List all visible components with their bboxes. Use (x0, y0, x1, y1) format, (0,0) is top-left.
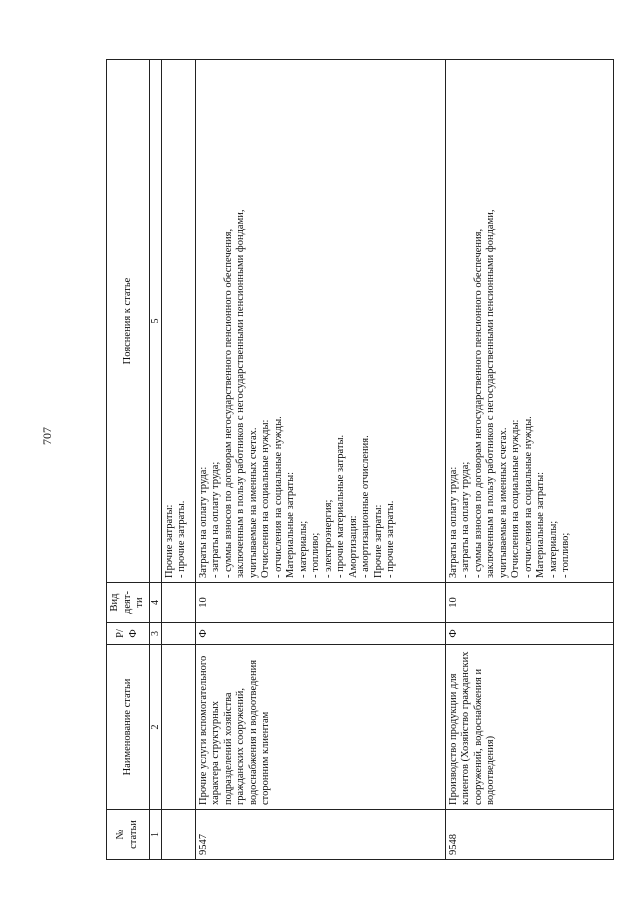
article-rf (161, 623, 195, 645)
explanation-line: - топливо; (310, 532, 321, 578)
explanation-line: - суммы взносов по договорам негосударственного пенсионного обеспечения, (222, 228, 234, 578)
article-activity: 10 (195, 583, 445, 623)
article-activity: 10 (445, 583, 613, 623)
explanation-line: - отчисления на социальные нужды. (522, 416, 534, 578)
explanation-line: Затраты на оплату труда: (197, 466, 209, 578)
article-number (161, 810, 195, 860)
table-row (445, 60, 613, 860)
explanation-line: Прочие затраты: (163, 504, 175, 578)
index-cell: 1 (149, 810, 161, 860)
explanation-line: Амортизация: (347, 515, 359, 578)
table-row (195, 60, 445, 860)
explanation-line: - прочие затраты. (176, 500, 187, 578)
index-cell: 5 (149, 60, 161, 583)
explanation-line: - отчисления на социальные нужды. (272, 416, 284, 578)
explanation-line: Материальные затраты: (535, 471, 546, 578)
document-sheet (106, 60, 596, 860)
article-name: Прочие услуги вспомогательного характера структурных подразделений хозяйства гражданских сооружений, водоснабжения и водоотведения сторонним клиентам (195, 645, 445, 810)
explanation-line: - амортизационные отчисления. (360, 435, 371, 578)
article-number: 9547 (195, 810, 445, 860)
explanation-line: - материалы; (297, 520, 309, 578)
explanation-line: Прочие затраты: (372, 504, 384, 578)
explanation-line: заключенным в пользу работников с негосударственными пенсионными фондами, (485, 209, 496, 578)
article-rf: Ф (445, 623, 613, 645)
explanation-line: - затраты на оплату труда; (460, 461, 471, 578)
index-cell: 4 (149, 583, 161, 623)
explanation-line: учитываемые на именных счетах. (247, 427, 259, 578)
explanation-line: - прочие затраты. (385, 500, 396, 578)
header-activity-type: Вид деят-ти (107, 583, 150, 623)
table-row (161, 60, 195, 860)
explanation-line: заключенным в пользу работников с негосударственными пенсионными фондами, (235, 209, 246, 578)
explanation-line: Затраты на оплату труда: (447, 466, 459, 578)
page-number: 707 (40, 427, 54, 445)
article-explanation (445, 60, 613, 583)
explanation-line: учитываемые на именных счетах. (497, 427, 509, 578)
articles-table (106, 59, 614, 860)
article-activity (161, 583, 195, 623)
article-explanation (161, 60, 195, 583)
explanation-line: - прочие материальные затраты. (335, 434, 346, 578)
header-article-name: Наименование статьи (107, 645, 150, 810)
explanation-line: - затраты на оплату труда; (210, 461, 221, 578)
index-row (149, 60, 161, 860)
explanation-line: - электроэнергия; (322, 499, 334, 578)
article-name: Производство продукции для клиентов (Хозяйство гражданских сооружений, водоснабжения и водоотведения) (445, 645, 613, 810)
header-article-number: № статьи (107, 810, 150, 860)
explanation-line: Отчисления на социальные нужды: (260, 419, 271, 578)
explanation-line: Отчисления на социальные нужды: (510, 419, 521, 578)
explanation-line: Материальные затраты: (285, 471, 296, 578)
explanation-line: - суммы взносов по договорам негосударственного пенсионного обеспечения, (472, 228, 484, 578)
index-cell: 3 (149, 623, 161, 645)
article-explanation (195, 60, 445, 583)
explanation-line: - материалы; (547, 520, 559, 578)
header-row (107, 60, 150, 860)
index-cell: 2 (149, 645, 161, 810)
article-rf: Ф (195, 623, 445, 645)
header-explanation: Пояснения к статье (107, 60, 150, 583)
explanation-line: - топливо; (560, 532, 571, 578)
header-rf: Р/ Ф (107, 623, 150, 645)
article-number: 9548 (445, 810, 613, 860)
article-name (161, 645, 195, 810)
